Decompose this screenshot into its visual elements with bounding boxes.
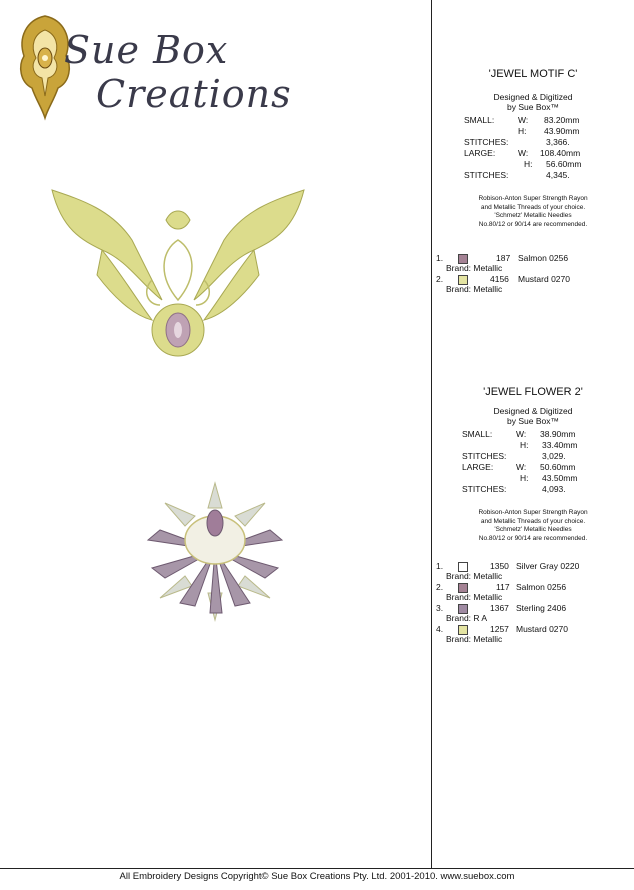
small-stitches: 3,366.	[546, 137, 570, 147]
size-specs	[432, 429, 634, 499]
large-width: 50.60mm	[540, 462, 576, 472]
note-line3: 'Schmetz' Metallic Needles	[494, 212, 572, 219]
large-width: 108.40mm	[540, 148, 581, 158]
design-info-jewel-motif-c	[432, 68, 634, 295]
h-label: H:	[520, 473, 529, 483]
stitches-label: STITCHES:	[462, 484, 507, 494]
note-line4: No.80/12 or 90/14 are recommended.	[478, 534, 588, 542]
thread-name: Silver Gray 0220	[516, 561, 580, 571]
small-height: 43.90mm	[544, 126, 580, 136]
thread-brand: Brand: Metallic	[446, 284, 503, 294]
thread-brand: Brand: Metallic	[446, 571, 503, 581]
stitches-label: STITCHES:	[462, 451, 507, 461]
note-line2: and Metallic Threads of your choice.	[480, 517, 586, 525]
small-label: SMALL:	[464, 115, 495, 125]
designed-line2: by Sue Box™	[507, 416, 559, 426]
designed-line2: by Sue Box™	[507, 102, 559, 112]
note-line2: and Metallic Threads of your choice.	[480, 203, 586, 211]
logo-text-line2: Creations	[96, 72, 292, 116]
thread-number: 1.	[436, 253, 444, 263]
logo-text-line1: Sue Box	[64, 28, 229, 72]
stitches-label: STITCHES:	[464, 170, 509, 180]
large-stitches: 4,093.	[542, 484, 566, 494]
thread-brand: Brand: Metallic	[446, 592, 503, 602]
large-label: LARGE:	[462, 462, 494, 472]
design-title: 'JEWEL MOTIF C'	[488, 68, 578, 80]
large-height: 56.60mm	[546, 159, 582, 169]
designed-line1: Designed & Digitized	[493, 406, 573, 416]
thread-number: 2.	[436, 274, 444, 284]
thread-name: Salmon 0256	[518, 253, 569, 263]
note-line4: No.80/12 or 90/14 are recommended.	[478, 220, 588, 228]
small-label: SMALL:	[462, 429, 493, 439]
logo	[14, 12, 292, 122]
thread-number: 1.	[436, 561, 444, 571]
thread-name: Mustard 0270	[516, 624, 568, 634]
thread-brand: Brand: Metallic	[446, 634, 503, 644]
thread-row	[432, 561, 634, 582]
thread-number: 4.	[436, 624, 444, 634]
h-label: H:	[524, 159, 533, 169]
w-label: W:	[516, 462, 527, 472]
h-label: H:	[520, 440, 529, 450]
thread-name: Salmon 0256	[516, 582, 567, 592]
thread-list	[432, 253, 634, 295]
size-specs	[432, 115, 634, 185]
design-title: 'JEWEL FLOWER 2'	[483, 386, 583, 398]
thread-name: Mustard 0270	[518, 274, 570, 284]
thread-row	[432, 603, 634, 624]
thread-row	[432, 253, 634, 274]
thread-row	[432, 582, 634, 603]
note-line1: Robison-Anton Super Strength Rayon	[478, 195, 588, 202]
thread-list	[432, 561, 634, 645]
design-info-jewel-flower-2	[432, 386, 634, 645]
designed-line1: Designed & Digitized	[493, 92, 573, 102]
thread-row	[432, 624, 634, 645]
w-label: W:	[516, 429, 527, 439]
thread-brand: Brand: Metallic	[446, 263, 503, 273]
small-width: 83.20mm	[544, 115, 580, 125]
thread-row	[432, 274, 634, 295]
large-height: 43.50mm	[542, 473, 578, 483]
w-label: W:	[518, 148, 529, 158]
stitches-label: STITCHES:	[464, 137, 509, 147]
thread-number: 2.	[436, 582, 444, 592]
copyright-footer: All Embroidery Designs Copyright© Sue Box Creations Pty. Ltd. 2001-2010. www.suebox.com	[119, 871, 515, 882]
jewel-flower-2-image	[140, 478, 290, 623]
small-stitches: 3,029.	[542, 451, 566, 461]
jewel-motif-c-image	[42, 180, 314, 370]
footer-divider	[0, 868, 634, 869]
small-height: 33.40mm	[542, 440, 578, 450]
h-label: H:	[518, 126, 527, 136]
large-label: LARGE:	[464, 148, 496, 158]
thread-name: Sterling 2406	[516, 603, 567, 613]
thread-brand: Brand: R A	[446, 613, 488, 623]
large-stitches: 4,345.	[546, 170, 570, 180]
w-label: W:	[518, 115, 529, 125]
thread-code: 1257	[490, 624, 509, 634]
thread-code: 1367	[490, 603, 509, 613]
note-line3: 'Schmetz' Metallic Needles	[494, 526, 572, 533]
thread-code: 1350	[490, 561, 509, 571]
thread-number: 3.	[436, 603, 444, 613]
thread-code: 4156	[490, 274, 509, 284]
thread-code: 117	[496, 582, 510, 592]
thread-code: 187	[496, 253, 511, 263]
small-width: 38.90mm	[540, 429, 576, 439]
note-line1: Robison-Anton Super Strength Rayon	[478, 509, 588, 516]
